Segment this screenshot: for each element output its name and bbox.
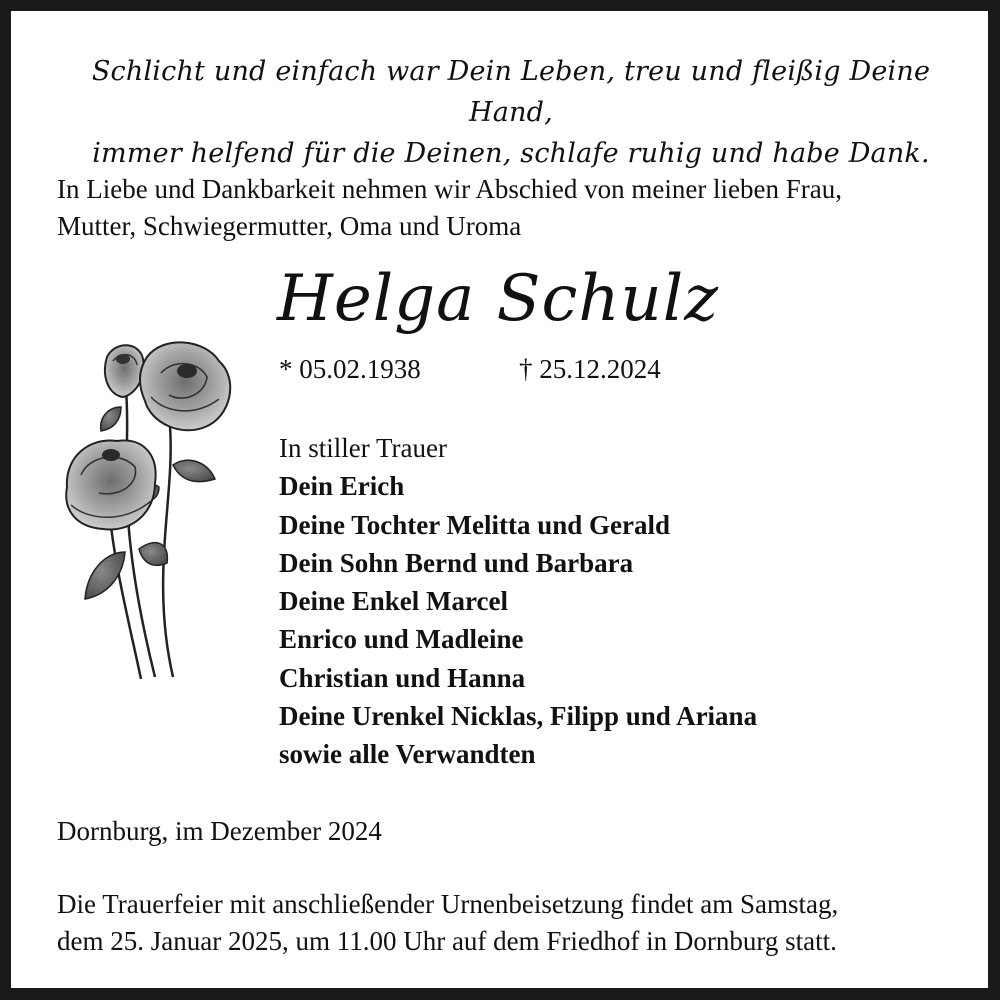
- mourner-line: Dein Erich: [279, 471, 405, 502]
- birth-date: * 05.02.1938: [279, 354, 421, 384]
- ceremony-line-2: dem 25. Januar 2025, um 11.00 Uhr auf dem Friedhof in Dornburg statt.: [57, 926, 837, 956]
- mourner-line: Christian und Hanna: [279, 662, 526, 693]
- mourners-list: [279, 429, 757, 774]
- mourning-lead: In stiller Trauer: [279, 433, 447, 463]
- memorial-verse: [51, 51, 971, 174]
- ceremony-notice: [57, 886, 977, 960]
- mourner-line: Enrico und Madleine: [279, 624, 524, 655]
- mourner-line: sowie alle Verwandten: [279, 739, 536, 770]
- place-and-date: Dornburg, im Dezember 2024: [57, 816, 382, 846]
- death-date: † 25.12.2024: [519, 354, 661, 384]
- ceremony-line-1: Die Trauerfeier mit anschließender Urnenbeisetzung findet am Samstag,: [57, 889, 839, 919]
- mourner-line: Deine Tochter Melitta und Gerald: [279, 509, 670, 540]
- mourner-line: Deine Enkel Marcel: [279, 586, 508, 617]
- verse-line-2: immer helfend für die Deinen, schlafe ruhig und habe Dank.: [92, 138, 930, 169]
- intro-line-1: In Liebe und Dankbarkeit nehmen wir Abschied von meiner lieben Frau,: [57, 174, 843, 204]
- intro-line-2: Mutter, Schwiegermutter, Oma und Uroma: [57, 211, 522, 241]
- intro-text: [57, 171, 977, 245]
- verse-line-1: Schlicht und einfach war Dein Leben, treu und fleißig Deine Hand,: [91, 56, 931, 128]
- mourner-line: Deine Urenkel Nicklas, Filipp und Ariana: [279, 701, 758, 732]
- mourner-line: Dein Sohn Bernd und Barbara: [279, 547, 634, 578]
- roses-illustration: [55, 337, 245, 687]
- life-dates: [279, 351, 661, 387]
- deceased-name: Helga Schulz: [277, 262, 719, 336]
